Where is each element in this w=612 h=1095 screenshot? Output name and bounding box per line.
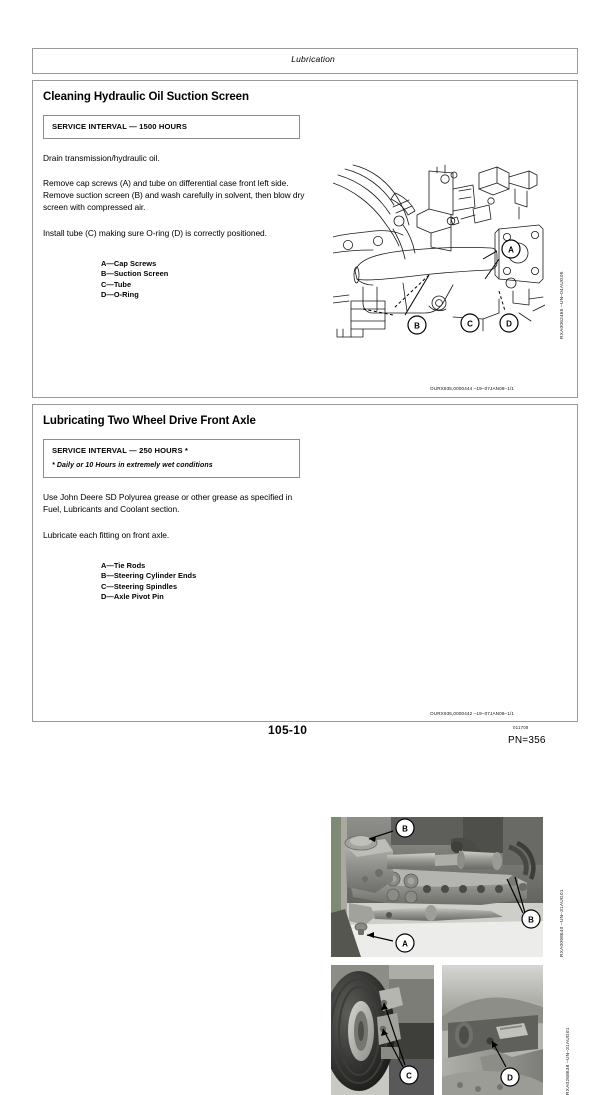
- wheel-spindle-photo: [331, 965, 434, 1095]
- article-1-text-column: [43, 89, 305, 301]
- article-1-paragraph-3: Install tube (C) making sure O-ring (D) is correctly positioned.: [43, 227, 267, 238]
- callout-d: [500, 314, 518, 332]
- differential-case-drawing: [333, 163, 545, 341]
- article-2-paragraph-1: Use John Deere SD Polyurea grease or other grease as specified in Fuel, Lubricants and Coolant section.: [43, 492, 293, 515]
- callout-c: [461, 314, 479, 332]
- callout-d: [501, 1068, 519, 1086]
- article-panel-hydraulic-suction-screen: [32, 80, 578, 398]
- pn-number: PN=356: [508, 735, 546, 746]
- article-1-paragraph-1: Drain transmission/hydraulic oil.: [43, 152, 160, 163]
- article-2-paragraph-2: Lubricate each fitting on front axle.: [43, 529, 170, 540]
- date-code: 011708: [513, 725, 529, 730]
- article-2-service-interval-box: [43, 439, 300, 479]
- figure-front-axle-photo: [331, 817, 543, 957]
- svg-text:D: D: [507, 1073, 513, 1083]
- figure-2-image-id: RXA0098640 –UN–31AUG01: [560, 889, 565, 957]
- article-1-service-interval-box: [43, 115, 300, 139]
- legend-item: D—Axle Pivot Pin: [101, 592, 164, 602]
- page-number: 105-10: [268, 723, 308, 737]
- callout-b-top: [396, 819, 414, 837]
- article-2-service-interval-note: * Daily or 10 Hours in extremely wet conditions: [52, 461, 213, 469]
- article-1-title: Cleaning Hydraulic Oil Suction Screen: [43, 91, 249, 103]
- article-2-caption: OURX935,0000442 –19–07JAN08–1/1: [430, 711, 515, 716]
- figure-axle-pivot-pin-photo: [442, 965, 543, 1095]
- article-1-caption: OURX935,0000444 –19–07JAN08–1/1: [430, 386, 515, 391]
- figure-steering-spindle-photo: [331, 965, 434, 1095]
- callout-a: [502, 240, 520, 258]
- article-2-text-column: [43, 413, 305, 603]
- front-axle-photo: [331, 817, 543, 957]
- svg-text:B: B: [402, 824, 408, 834]
- svg-text:D: D: [506, 319, 512, 329]
- legend-item: A—Cap Screws: [101, 258, 157, 268]
- svg-text:A: A: [402, 939, 408, 949]
- svg-text:B: B: [414, 321, 420, 331]
- callout-c: [400, 1066, 418, 1084]
- svg-text:C: C: [406, 1071, 412, 1081]
- article-1-service-interval-label: SERVICE INTERVAL — 1500 HOURS: [52, 121, 188, 131]
- figure-4-image-id: RXA0268638 –UN–31AUG01: [566, 1027, 571, 1095]
- legend-item: B—Steering Cylinder Ends: [101, 571, 197, 581]
- article-2-title: Lubricating Two Wheel Drive Front Axle: [43, 415, 256, 427]
- figure-1-image-id: RXA0062465 –UN–04AUG05: [560, 271, 565, 339]
- article-2-service-interval-label: SERVICE INTERVAL — 250 HOURS *: [52, 445, 189, 455]
- page-header-band: [32, 48, 578, 74]
- legend-item: D—O-Ring: [101, 290, 139, 300]
- article-1-legend: [101, 259, 305, 301]
- legend-item: A—Tie Rods: [101, 560, 146, 570]
- legend-item: C—Tube: [101, 279, 132, 289]
- article-2-legend: [101, 561, 305, 603]
- svg-text:C: C: [467, 319, 473, 329]
- callout-b-right: [522, 910, 540, 928]
- running-header-title: Lubrication: [291, 54, 335, 64]
- figure-differential-case-line-art: [333, 163, 545, 341]
- legend-item: B—Suction Screen: [101, 269, 169, 279]
- callout-b: [408, 316, 426, 334]
- article-1-paragraph-2: Remove cap screws (A) and tube on differential case front left side. Remove suction screen (B) and wash carefully in solvent, then blow dry screen with compressed air.: [43, 178, 305, 213]
- callout-a: [396, 934, 414, 952]
- svg-text:A: A: [508, 245, 514, 255]
- svg-text:B: B: [528, 915, 534, 925]
- legend-item: C—Steering Spindles: [101, 581, 178, 591]
- axle-pivot-pin-photo: [442, 965, 543, 1095]
